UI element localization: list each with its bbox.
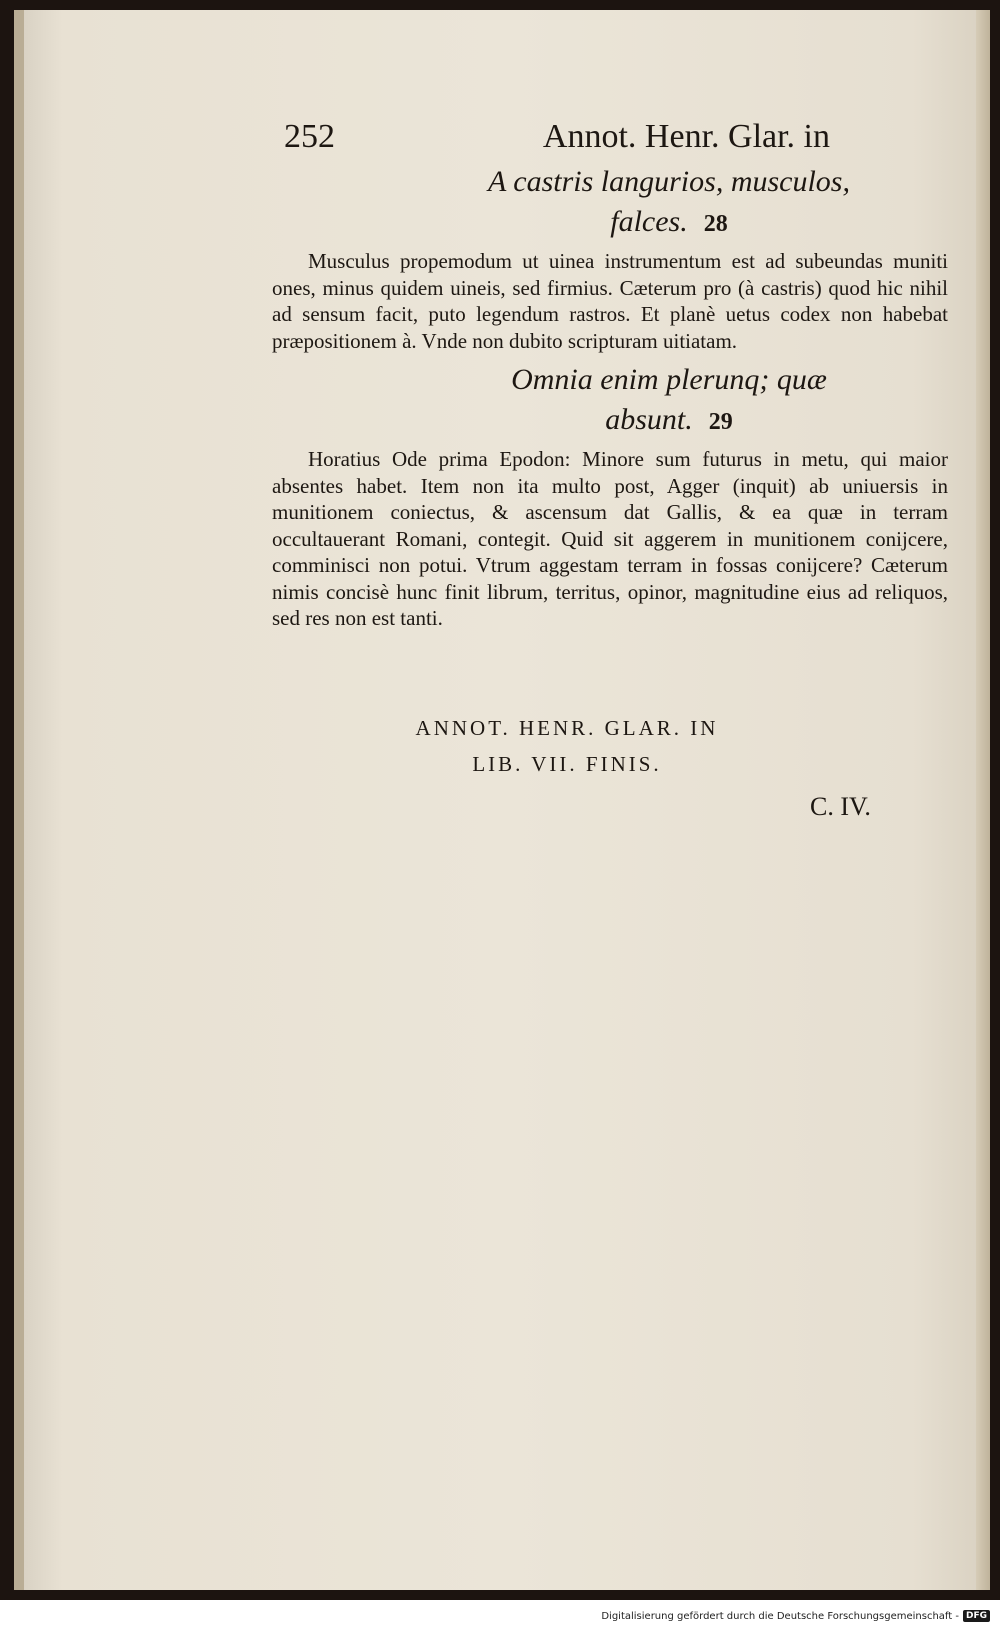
footer-credit: Digitalisierung gefördert durch die Deutsche Forschungsgemeinschaft - <box>601 1610 959 1622</box>
lemma-28-number: 28 <box>703 211 728 237</box>
lemma-29 <box>272 360 948 442</box>
lemma-29-line1: Omnia enim plerunq; quæ <box>511 363 827 396</box>
text-block <box>272 118 948 638</box>
lemma-28 <box>272 162 948 244</box>
dfg-logo-icon: DFG <box>963 1610 990 1622</box>
lemma-29-number: 29 <box>708 409 733 435</box>
commentary-paragraph-29: Horatius Ode prima Epodon: Minore sum futurus in metu, qui maior absentes habet. Item non ita multo post, Agger (inquit) ab uniuersis in munitionem coniectus, & ascensum dat Gallis, & ea quæ in terram occultauerant Romani, contegit. Quid sit aggerem in munitionem conijcere, comminisci non potui. Vtrum aggestam terram in fossas conijcere? Cæterum nimis concisè hunc finit librum, territus, opinor, magnitudine eius ad reliquos, sed res non est tanti. <box>272 447 948 630</box>
lemma-29-text: absunt. <box>605 403 693 436</box>
lemma-28-line2 <box>390 202 948 244</box>
lemma-28-text: falces. <box>610 205 688 238</box>
running-title: Annot. Henr. Glar. in <box>542 118 830 155</box>
signature-mark: C. IV. <box>810 792 871 821</box>
digitization-footer <box>601 1610 990 1622</box>
lemma-28-line1: A castris langurios, musculos, <box>488 165 850 198</box>
finis-line-1: ANNOT. HENR. GLAR. IN <box>415 716 719 740</box>
running-head <box>272 118 948 162</box>
page-number: 252 <box>284 118 335 155</box>
commentary-paragraph-28: Musculus propemodum ut uinea instrumentum est ad subeundas muniti ones, minus quidem uineis, sed firmius. Cæterum pro (à castris) quod hic nihil ad sensum facit, puto legendum rastros. Et planè uetus codex non habebat præpositionem à. Vnde non dubito scripturam uitiatam. <box>272 249 948 353</box>
lemma-29-line2 <box>390 400 948 442</box>
page-edge <box>976 10 990 1590</box>
finis-line-2: LIB. VII. FINIS. <box>472 752 662 776</box>
